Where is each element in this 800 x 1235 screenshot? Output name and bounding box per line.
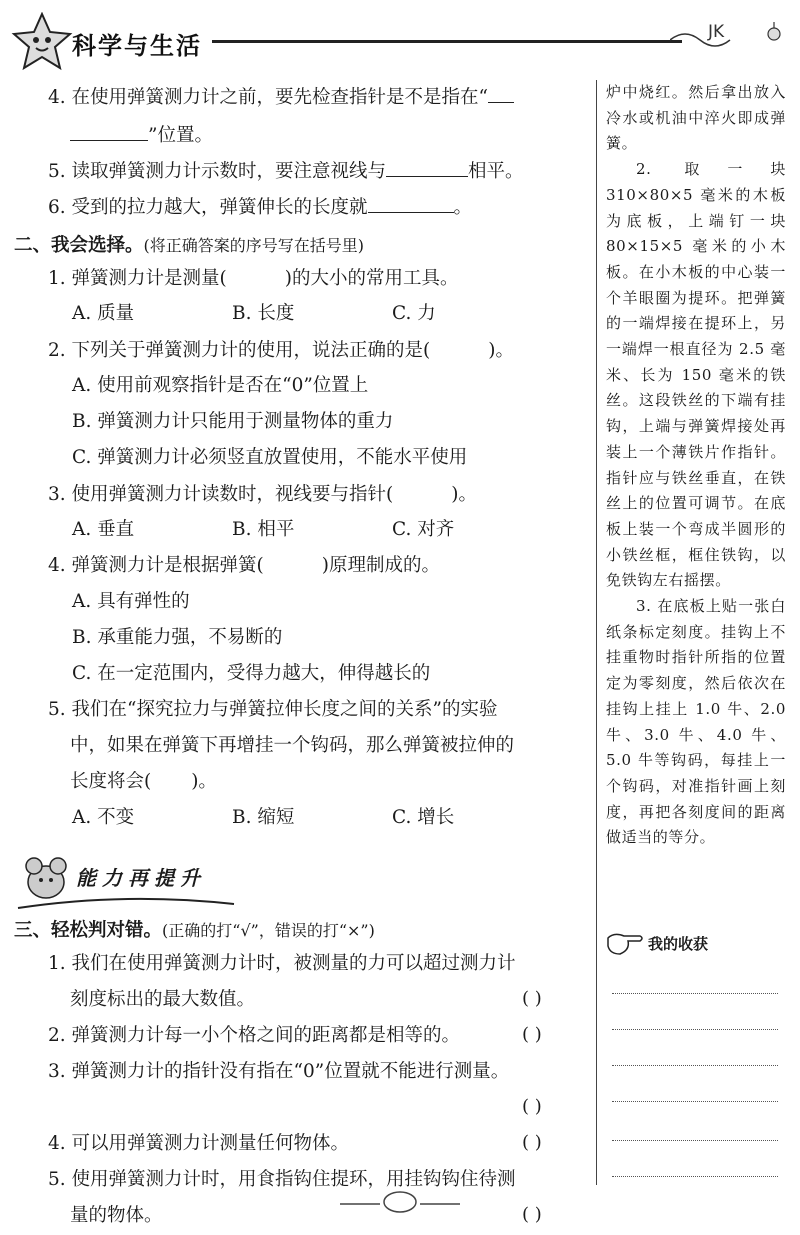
note-line[interactable]: [612, 1176, 778, 1177]
option[interactable]: A. 垂直: [72, 519, 135, 540]
pointing-hand-icon: [606, 930, 646, 958]
note-line[interactable]: [612, 1101, 778, 1102]
choice-question-1: 1. 弹簧测力计是测量( )的大小的常用工具。: [48, 268, 459, 289]
judge-question-5: 5. 使用弹簧测力计时，用食指钩住提环，用挂钩钩住待测: [48, 1169, 516, 1190]
answer-paren[interactable]: ( ): [522, 1132, 542, 1153]
swirl-decoration-icon: [670, 20, 790, 60]
judge-question-3: 3. 弹簧测力计的指针没有指在“0”位置就不能进行测量。: [48, 1061, 510, 1082]
judge-question-2: 2. 弹簧测力计每一小个格之间的距离都是相等的。: [48, 1025, 461, 1046]
judge-question-4: 4. 可以用弹簧测力计测量任何物体。: [48, 1133, 350, 1154]
choice-question-5: 5. 我们在“探究拉力与弹簧拉伸长度之间的关系”的实验: [48, 699, 498, 720]
column-divider: [596, 80, 597, 1185]
answer-blank[interactable]: [368, 194, 454, 213]
choice-question-2: 2. 下列关于弹簧测力计的使用，说法正确的是( )。: [48, 340, 514, 361]
choice-question-5-line3: 长度将会( )。: [70, 771, 217, 792]
book-code: JK: [708, 22, 725, 42]
option[interactable]: A. 质量: [72, 303, 135, 324]
page-number-ornament-icon: [330, 1186, 470, 1216]
header-rule: [212, 40, 682, 43]
answer-blank[interactable]: [70, 122, 148, 141]
answer-paren[interactable]: ( ): [522, 1096, 542, 1117]
fill-question-5: 5. 读取弹簧测力计示数时，要注意视线与 相平。: [48, 158, 524, 184]
judge-question-5-line2: 量的物体。: [70, 1205, 163, 1226]
option[interactable]: B. 弹簧测力计只能用于测量物体的重力: [72, 411, 394, 432]
option[interactable]: B. 相平: [232, 519, 295, 540]
boost-title: 能力再提升: [76, 866, 206, 890]
harvest-title: 我的收获: [648, 935, 709, 953]
choice-question-3: 3. 使用弹簧测力计读数时，视线要与指针( )。: [48, 484, 477, 505]
choice-question-5-line2: 中，如果在弹簧下再增挂一个钩码，那么弹簧被拉伸的: [70, 735, 515, 756]
option[interactable]: B. 承重能力强，不易断的: [72, 627, 283, 648]
fill-question-6: 6. 受到的拉力越大，弹簧伸长的长度就 。: [48, 194, 472, 220]
option[interactable]: B. 长度: [232, 303, 295, 324]
option[interactable]: C. 在一定范围内，受得力越大，伸得越长的: [72, 663, 431, 684]
note-line[interactable]: [612, 1029, 778, 1030]
option[interactable]: C. 力: [392, 303, 436, 324]
note-line[interactable]: [612, 1140, 778, 1141]
page-header: [0, 0, 800, 80]
judge-question-1-line2: 刻度标出的最大数值。: [70, 989, 256, 1010]
answer-paren[interactable]: ( ): [522, 1024, 542, 1045]
star-mascot-icon: [10, 12, 74, 72]
option[interactable]: A. 使用前观察指针是否在“0”位置上: [72, 375, 369, 396]
answer-paren[interactable]: ( ): [522, 988, 542, 1009]
option[interactable]: C. 弹簧测力计必须竖直放置使用，不能水平使用: [72, 447, 468, 468]
sidebar-paragraph-2: 2. 取一块 310×80×5 毫米的木板为底板，上端钉一块 80×15×5 毫米的小木板。在小木板的中心装一个羊眼圈为提环。把弹簧的一端焊接在提环上，另一端焊一根直径为 2.5 毫米、长为 150 毫米的铁丝。这段铁丝的下端有挂钩，上端与弹簧焊接处再装上一个薄铁片作指针。指针应与铁丝垂直，在铁丝上的位置可调节。在底板上装一个弯成半圆形的小铁丝框，框住铁钩，以免铁钩左右摇摆。: [606, 160, 786, 590]
fill-question-4-cont: ”位置。: [70, 122, 213, 148]
sidebar-paragraph-1: 炉中烧红。然后拿出放入冷水或机油中淬火即成弹簧。: [606, 83, 786, 153]
section-2-title: 二、我会选择。(将正确答案的序号写在括号里): [14, 235, 365, 256]
section-3-title: 三、轻松判对错。(正确的打“√”，错误的打“×”): [14, 920, 375, 941]
note-line[interactable]: [612, 1065, 778, 1066]
judge-question-1: 1. 我们在使用弹簧测力计时，被测量的力可以超过测力计: [48, 953, 516, 974]
answer-paren[interactable]: ( ): [522, 1204, 542, 1225]
choice-question-4: 4. 弹簧测力计是根据弹簧( )原理制成的。: [48, 555, 440, 576]
sidebar-reading: [606, 80, 786, 851]
sidebar-paragraph-3: 3. 在底板上贴一张白纸条标定刻度。挂钩上不挂重物时指针所指的位置定为零刻度，然后依次在挂钩上挂上 1.0 牛、2.0 牛、3.0 牛、4.0 牛、5.0 牛等钩码，每挂上一个钩码，对准指针画上刻度，再把各刻度间的距离做适当的等分。: [606, 597, 786, 847]
option[interactable]: A. 不变: [72, 807, 135, 828]
answer-blank[interactable]: [488, 84, 514, 103]
series-title: 科学与生活: [72, 32, 202, 60]
option[interactable]: C. 增长: [392, 807, 455, 828]
option[interactable]: B. 缩短: [232, 807, 295, 828]
option[interactable]: A. 具有弹性的: [72, 591, 190, 612]
fill-question-4: 4. 在使用弹簧测力计之前，要先检查指针是不是指在“: [48, 84, 514, 110]
option[interactable]: C. 对齐: [392, 519, 455, 540]
answer-blank[interactable]: [386, 158, 468, 177]
note-line[interactable]: [612, 993, 778, 994]
